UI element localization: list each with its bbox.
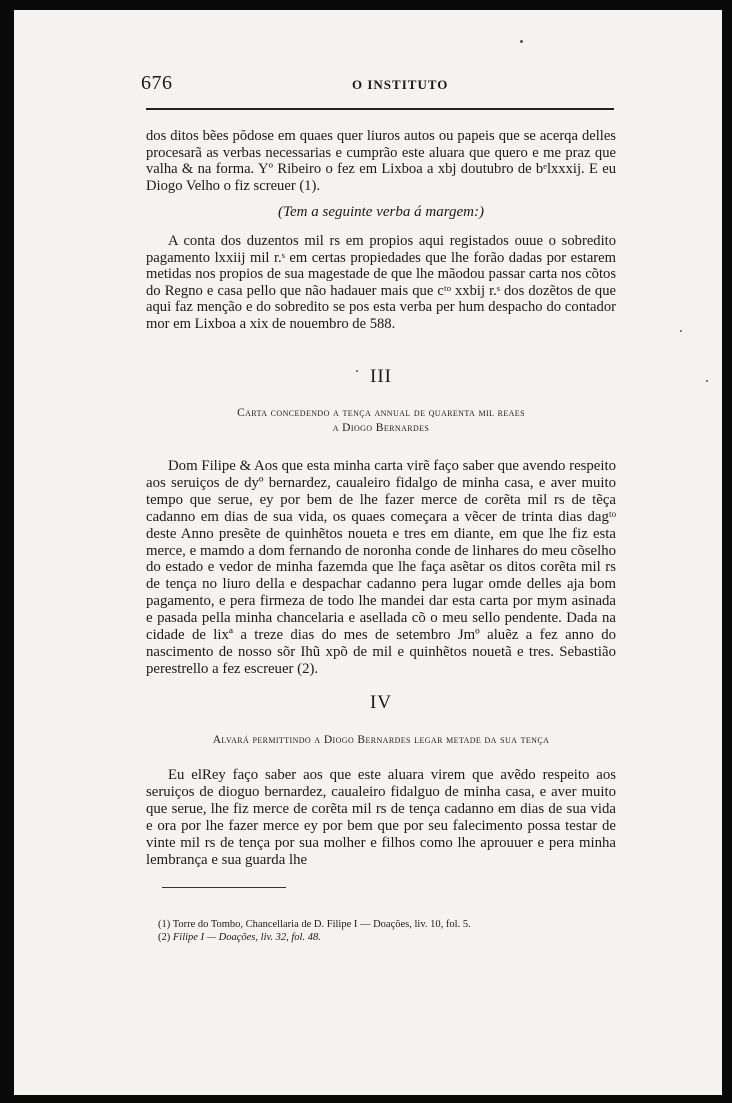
section-3-numeral: III (370, 366, 392, 387)
scan-speck (680, 330, 682, 332)
margin-paragraph: A conta dos duzentos mil rs em propios aqui registados ouue o sobredito pagamento lxxiij mil r.ˢ em certas propiedades que lhe forão dadas por estarem metidas nos propios de sua magestade de que lhe mãodou passar carta nos cõtos do Regno e casa pello que não hadauer mais que cᵗᵒ xxbij r.ˢ dos dozẽtos de que aqui faz menção e do sobredito se pos esta verba per hum despacho do contador mor em Lixboa a xix de nouembro de 588. (146, 233, 616, 332)
margin-note: (Tem a seguinte verba á margem:) (278, 204, 484, 220)
footnote-2 (158, 931, 598, 944)
section-4-title: Alvará permittindo a Diogo Bernardes legar metade da sua tença (212, 734, 550, 746)
footnote-1 (158, 918, 598, 931)
footnote-1-marker: (1) (158, 919, 171, 930)
footnote-1-text: Torre do Tombo, Chancellaria de D. Filipe I — Doações, liv. 10, fol. 5. (172, 919, 471, 930)
scan-speck (520, 40, 523, 43)
section-4-text: Eu elRey faço saber aos que este aluara virem que avẽdo respeito aos seruiços de dioguo bernardez, caualeiro fidalguo de minha casa, e aver muito que serue, lhe fiz merce de corẽta mil rs de tença cadanno em dias de sua vida e ora por lhe fazer merce ey por bem que por seu falecimento possa testar de vinte mil rs de tença por sua molher e filhos como lhe aprouuer e pera minha lembrança e sua guarda lhe (146, 767, 616, 868)
scan-speck (356, 370, 358, 372)
section-3-title-line1: Carta concedendo a tença annual de quarenta mil reaes (237, 407, 525, 419)
section-3-text: Dom Filipe & Aos que esta minha carta virẽ faço saber que avendo respeito aos seruiços de dyº bernardez, caualeiro fidalgo de minha casa, e aver muito tempo que serue, ey por bem de lhe fazer merce de corẽta mil rs de tẽça cadanno em dias de sua vida, os quaes começara a vẽcer de trinta dias dagᵗᵒ deste Anno presẽte de quinhẽtos noueta e tres em diante, em que lhe fiz esta merce, e mamdo a dom fernando de noronha conde de linhares do meu cõselho do estado e vedor de minha fazemda que lhe faça asẽtar os ditos corẽta mil rs de tença no liuro della e despachar cadanno pera lugar omde delles aja bom pagamento, e pera firmeza de todo lhe mandei dar esta carta por mym asinada e pasada pella minha chancelaria e asellada cõ o meu sello pendente. Dada na cidade de lixª a treze dias do mes de setembro Jmº aluẽz a fez anno do nascimento de nosso sõr Ihũ xpõ de mil e quinhẽtos nouetã e tres. Sebastião perestrello a fez escreuer (2). (146, 458, 616, 677)
footnote-rule (162, 887, 286, 888)
page-number: 676 (141, 72, 173, 94)
opening-paragraph: dos ditos bẽes pŏdose em quaes quer liuros autos ou papeis que se acerqa delles procesarã as verbas necessarias e cumprão este aluara que quero e me praz que valha & na forma. Yº Ribeiro o fez em Lixboa a xbj doutubro de bᵉlxxxij. E eu Diogo Velho o fiz screuer (1). (146, 128, 616, 194)
section-3-title-line2: a Diogo Bernardes (332, 422, 430, 434)
section-4-numeral: IV (369, 692, 393, 713)
footnote-2-marker: (2) (158, 932, 171, 943)
header-rule (146, 108, 614, 110)
running-title: O INSTITUTO (352, 77, 449, 92)
footnote-2-text: Filipe I — Doações, liv. 32, fol. 48. (172, 932, 321, 943)
scan-speck (706, 380, 708, 382)
